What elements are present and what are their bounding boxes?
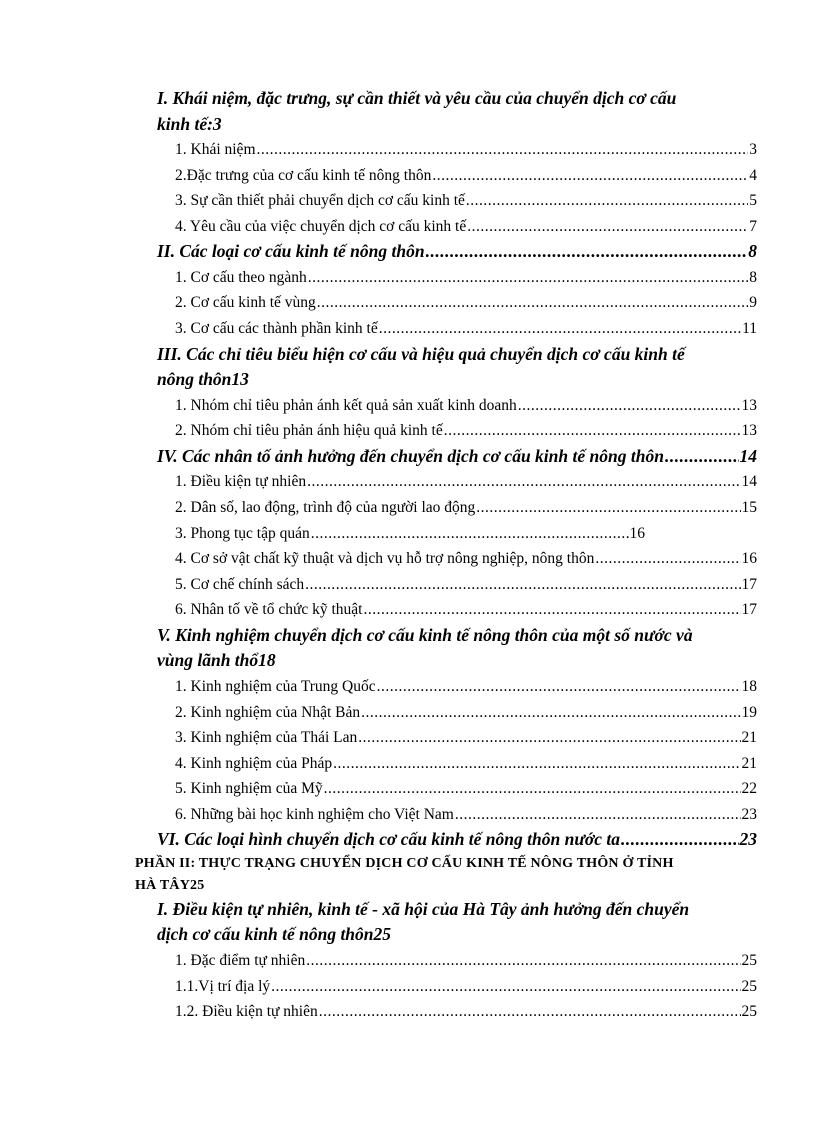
- dot-leader: [466, 188, 748, 214]
- toc-page-number: 25: [373, 924, 392, 945]
- toc-page-number: 23: [739, 829, 757, 850]
- toc-page-number: 13: [741, 396, 757, 414]
- toc-page-number: 14: [741, 473, 757, 491]
- toc-page-number: 17: [741, 575, 757, 593]
- dot-leader: [379, 316, 741, 342]
- toc-item[interactable]: [135, 290, 757, 316]
- toc-item-label: 3. Cơ cấu các thành phần kinh tế: [175, 320, 378, 338]
- toc-item[interactable]: [135, 316, 757, 342]
- toc-part-heading[interactable]: [135, 853, 757, 897]
- dot-leader: [307, 469, 740, 495]
- toc-page-number: 3: [212, 113, 222, 134]
- dot-leader: [467, 214, 748, 240]
- toc-item-label: 4. Yêu cầu của việc chuyển dịch cơ cấu kinh tế: [175, 217, 467, 235]
- dot-leader: [319, 999, 741, 1025]
- toc-item[interactable]: [135, 418, 757, 444]
- toc-heading-line2: nông thôn: [157, 369, 232, 390]
- dot-leader: [432, 163, 748, 189]
- toc-item-label: 2. Cơ cấu kinh tế vùng: [175, 294, 316, 312]
- toc-item[interactable]: [135, 597, 757, 623]
- toc-page-number: 11: [742, 320, 757, 338]
- toc-item-label: 3. Kinh nghiệm của Thái Lan: [175, 729, 358, 747]
- toc-item-label: 1. Khái niệm: [175, 141, 256, 158]
- toc-item-label: 1.1.Vị trí địa lý: [175, 977, 271, 995]
- toc-heading-p2s1[interactable]: [135, 897, 757, 948]
- toc-page-number: 13: [741, 422, 757, 440]
- toc-item-label: 4. Cơ sở vật chất kỹ thuật và dịch vụ hỗ trợ nông nghiệp, nông thôn: [175, 550, 595, 568]
- toc-item[interactable]: [135, 546, 757, 572]
- toc-item[interactable]: [135, 521, 645, 547]
- dot-leader: [257, 137, 749, 163]
- toc-page-number: 21: [741, 754, 757, 772]
- dot-leader: [518, 393, 741, 419]
- toc-heading-label: VI. Các loại hình chuyển dịch cơ cấu kinh tế nông thôn nước ta: [157, 829, 620, 850]
- toc-item[interactable]: [135, 469, 757, 495]
- toc-page-number: 8: [749, 268, 757, 286]
- dot-leader: [363, 597, 740, 623]
- toc-item[interactable]: [135, 776, 757, 802]
- toc-item-label: 1. Điều kiện tự nhiên: [175, 473, 307, 491]
- toc-page-number: 25: [741, 977, 757, 995]
- toc-item-label: 1. Đặc điểm tự nhiên: [175, 951, 306, 969]
- toc-page-number: 23: [741, 805, 757, 823]
- toc-page-number: 25: [190, 877, 205, 893]
- toc-item-label: 6. Những bài học kinh nghiệm cho Việt Nam: [175, 805, 454, 823]
- dot-leader: [476, 495, 740, 521]
- dot-leader: [455, 802, 741, 828]
- toc-item-label: 4. Kinh nghiệm của Pháp: [175, 754, 333, 772]
- toc-item-label: 1.2. Điều kiện tự nhiên: [175, 1003, 318, 1021]
- toc-item-label: 3. Phong tục tập quán: [175, 524, 310, 542]
- toc-page-number: 5: [749, 192, 757, 210]
- toc-page-number: 18: [258, 650, 276, 671]
- dot-leader: [361, 700, 740, 726]
- dot-leader: [665, 444, 739, 470]
- toc-heading-line1: I. Điều kiện tự nhiên, kinh tế - xã hội của Hà Tây ảnh hưởng đến chuyển: [157, 898, 690, 919]
- toc-part-line2: HÀ TÂY: [135, 877, 191, 893]
- toc-page-number: 3: [749, 141, 757, 158]
- toc-item[interactable]: [135, 188, 757, 214]
- dot-leader: [308, 265, 749, 291]
- toc-item[interactable]: [135, 751, 757, 777]
- toc-item[interactable]: [135, 265, 757, 291]
- toc-item[interactable]: [135, 214, 757, 240]
- toc-item[interactable]: [135, 674, 757, 700]
- toc-item[interactable]: [135, 495, 757, 521]
- toc-item-label: 1. Nhóm chỉ tiêu phản ánh kết quả sản xuất kinh doanh: [175, 396, 517, 414]
- toc-heading-label: IV. Các nhân tố ảnh hưởng đến chuyển dịch cơ cấu kinh tế nông thôn: [157, 445, 664, 466]
- dot-leader: [317, 290, 748, 316]
- toc-page-number: 25: [741, 951, 757, 969]
- toc-page-number: 21: [741, 729, 757, 747]
- toc-page-number: 14: [739, 445, 757, 466]
- toc-item[interactable]: [135, 948, 757, 974]
- toc-heading-s3[interactable]: [135, 342, 757, 393]
- dot-leader: [306, 948, 740, 974]
- toc-heading-line2: kinh tế:: [157, 113, 213, 134]
- toc-item-label: 6. Nhân tố về tổ chức kỹ thuật: [175, 601, 363, 619]
- toc-item[interactable]: [135, 802, 757, 828]
- toc-heading-label: II. Các loại cơ cấu kinh tế nông thôn: [157, 241, 425, 262]
- toc-heading-s4[interactable]: [135, 444, 757, 470]
- dot-leader: [444, 418, 741, 444]
- toc-page-number: 16: [741, 550, 757, 568]
- toc-heading-line2: dịch cơ cấu kinh tế nông thôn: [157, 924, 374, 945]
- toc-item[interactable]: [135, 137, 757, 163]
- toc-heading-s6[interactable]: [135, 827, 757, 853]
- toc-heading-line1: V. Kinh nghiệm chuyển dịch cơ cấu kinh tế nông thôn của một số nước và: [157, 624, 693, 645]
- toc-page-number: 8: [748, 241, 757, 262]
- toc-item[interactable]: [135, 393, 757, 419]
- dot-leader: [333, 751, 740, 777]
- toc-item-label: 2. Dân số, lao động, trình độ của người lao động: [175, 498, 476, 516]
- dot-leader: [377, 674, 741, 700]
- toc-page-number: 18: [741, 677, 757, 695]
- dot-leader: [426, 239, 748, 265]
- toc-page-number: 22: [741, 780, 757, 798]
- toc-item-label: 5. Cơ chế chính sách: [175, 575, 305, 593]
- dot-leader: [311, 521, 629, 547]
- toc-item-label: 1. Kinh nghiệm của Trung Quốc: [175, 677, 376, 695]
- toc-page-number: 7: [749, 217, 757, 235]
- toc-page-number: 4: [749, 166, 757, 184]
- dot-leader: [621, 827, 739, 853]
- dot-leader: [595, 546, 740, 572]
- toc-item-label: 1. Cơ cấu theo ngành: [175, 268, 307, 286]
- dot-leader: [271, 974, 740, 1000]
- toc-item-label: 2. Kinh nghiệm của Nhật Bản: [175, 703, 361, 721]
- toc-heading-line2: vùng lãnh thổ: [157, 650, 259, 671]
- dot-leader: [305, 572, 740, 598]
- toc-item-label: 2.Đặc trưng của cơ cấu kinh tế nông thôn: [175, 166, 432, 184]
- toc-item[interactable]: [135, 725, 757, 751]
- toc-item[interactable]: [135, 999, 757, 1025]
- toc-page-number: 9: [749, 294, 757, 312]
- toc-page-number: 17: [741, 601, 757, 619]
- toc-page-number: 19: [741, 703, 757, 721]
- toc-page-number: 16: [629, 524, 645, 542]
- toc-item-label: 3. Sự cần thiết phải chuyển dịch cơ cấu kinh tế: [175, 192, 465, 210]
- toc-part-line1: PHẦN II: THỰC TRẠNG CHUYỂN DỊCH CƠ CẤU KINH TẾ NÔNG THÔN Ở TỈNH: [135, 855, 674, 871]
- dot-leader: [358, 725, 740, 751]
- toc-heading-s5[interactable]: [135, 623, 757, 674]
- toc-heading-line1: III. Các chỉ tiêu biểu hiện cơ cấu và hiệu quả chuyển dịch cơ cấu kinh tế: [157, 343, 685, 364]
- toc-page-number: 15: [741, 498, 757, 516]
- toc-item[interactable]: [135, 974, 757, 1000]
- toc-item[interactable]: [135, 163, 757, 189]
- toc-page-number: 13: [231, 369, 249, 390]
- toc-item[interactable]: [135, 572, 757, 598]
- toc-item[interactable]: [135, 700, 757, 726]
- toc-page-number: 25: [741, 1003, 757, 1021]
- table-of-contents: [135, 86, 757, 1025]
- toc-item-label: 5. Kinh nghiệm của Mỹ: [175, 780, 323, 798]
- toc-heading-s2[interactable]: [135, 239, 757, 265]
- toc-item-label: 2. Nhóm chỉ tiêu phản ánh hiệu quả kinh tế: [175, 422, 443, 440]
- toc-heading-line1: I. Khái niệm, đặc trưng, sự cần thiết và yêu cầu của chuyển dịch cơ cấu: [157, 88, 677, 108]
- dot-leader: [324, 776, 741, 802]
- toc-heading-s1[interactable]: [135, 86, 757, 137]
